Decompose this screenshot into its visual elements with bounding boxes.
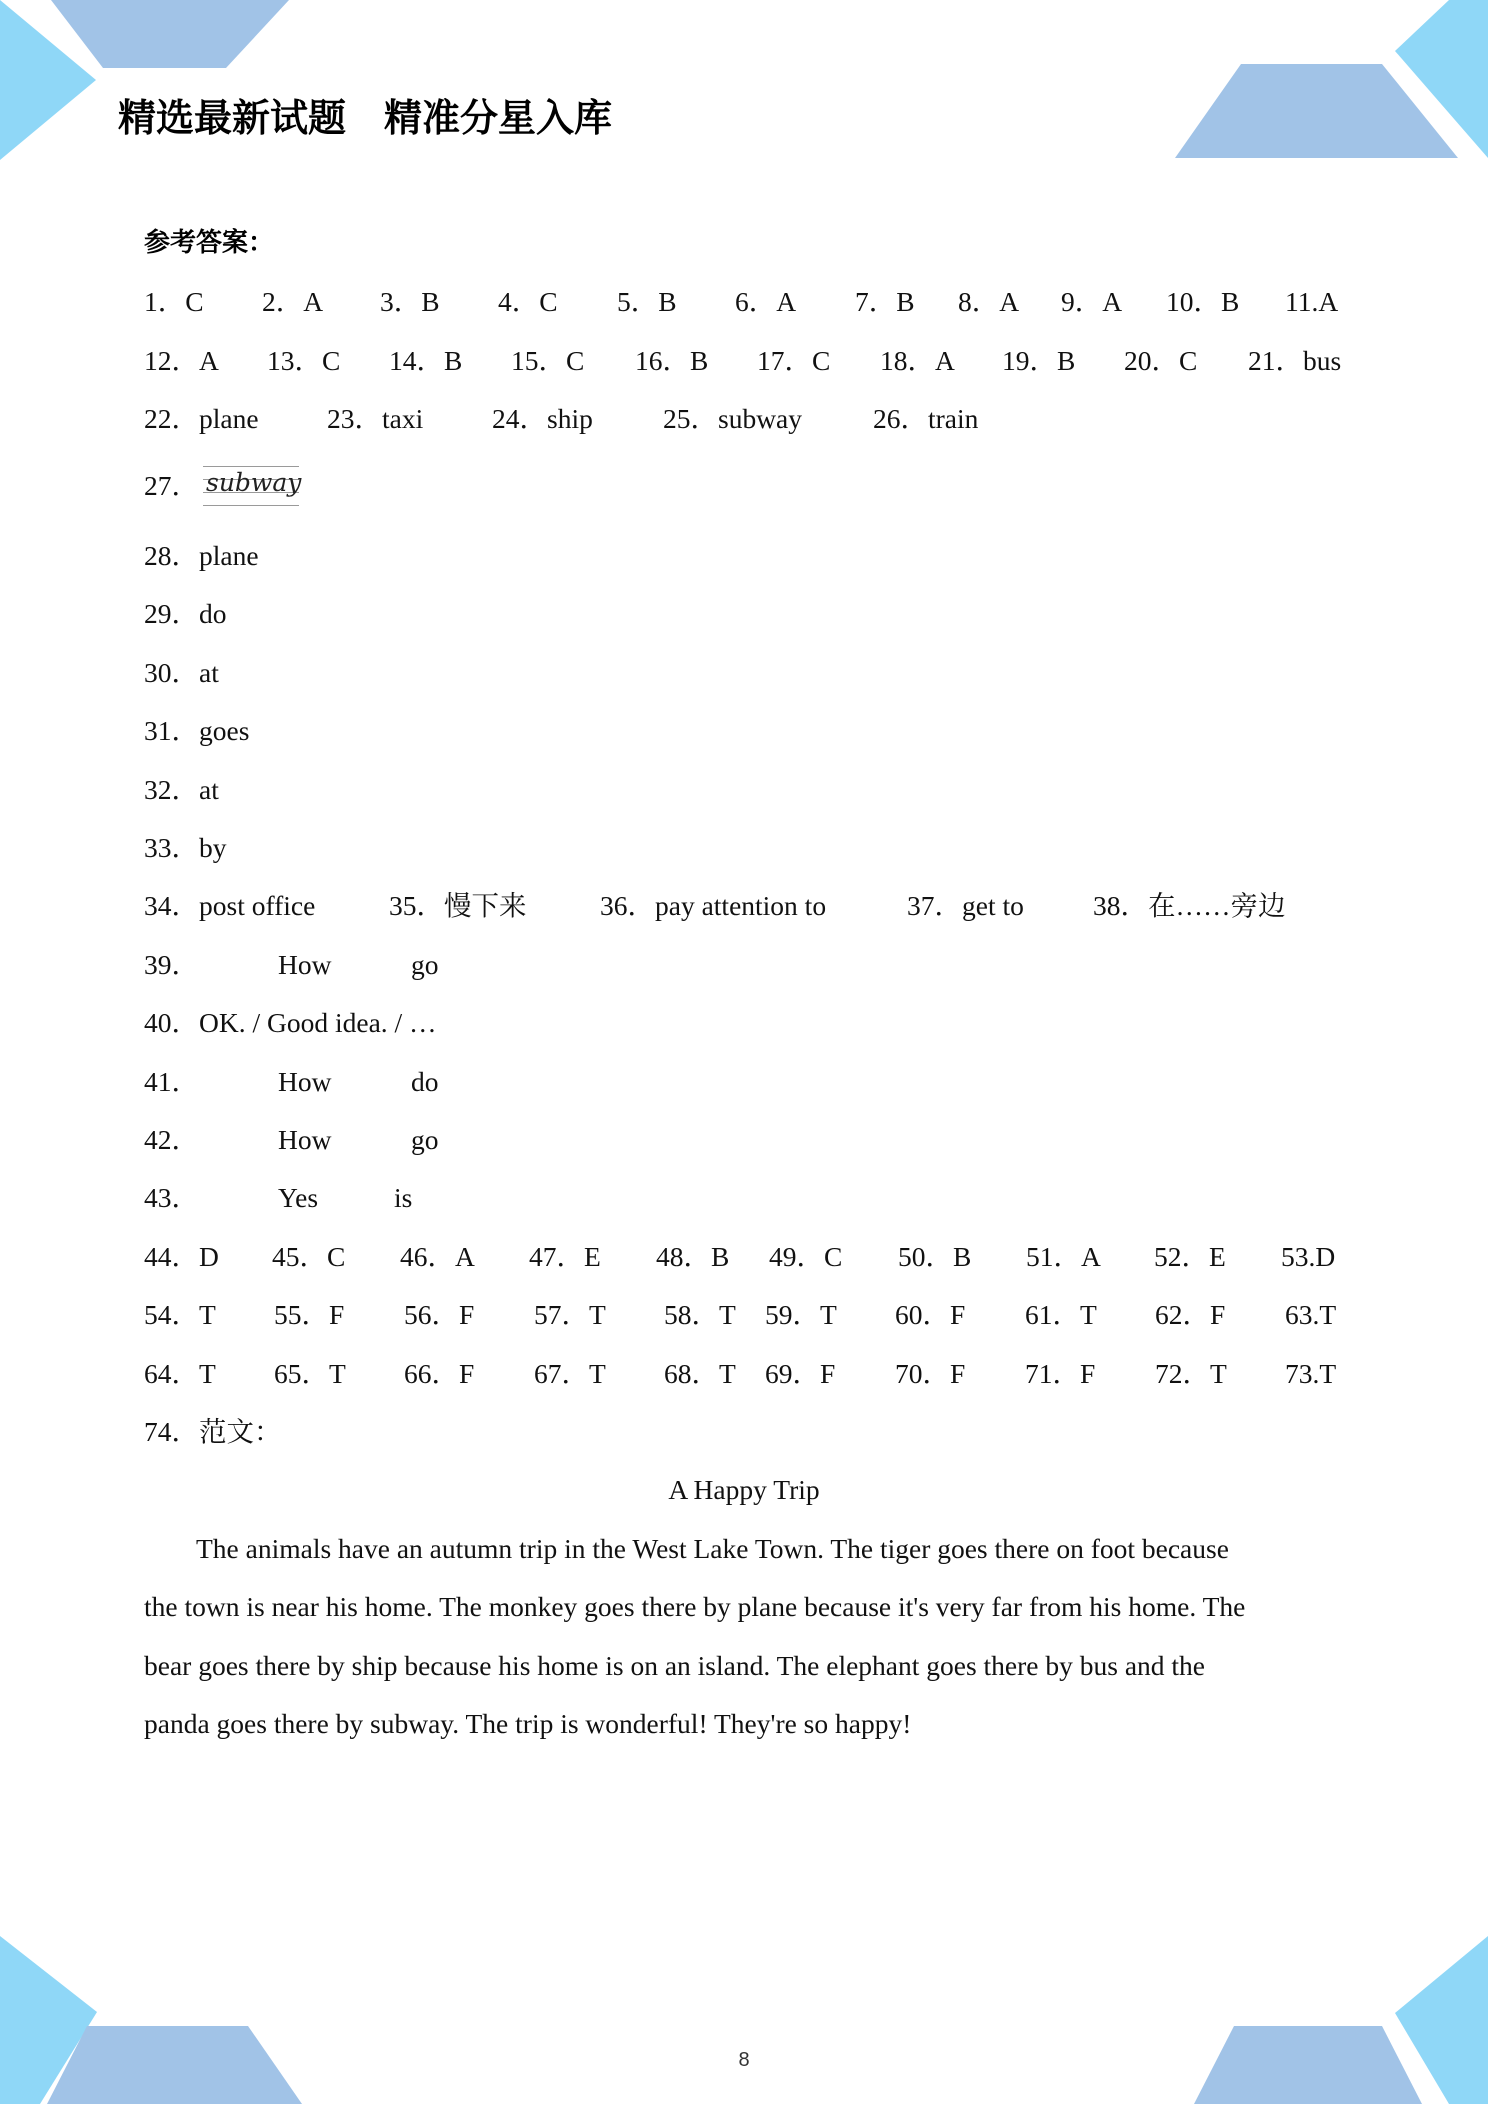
answer-item-69: 69．F [765, 1358, 836, 1389]
corner-trapezoid-top-right [1175, 64, 1458, 158]
answer-item-42-blank-2: go [411, 1124, 439, 1155]
answer-row-41 [0, 1062, 1488, 1102]
four-line-rule [203, 505, 299, 506]
answer-row-29 [0, 594, 1488, 634]
answer-item-58: 58．T [664, 1299, 736, 1330]
answer-row-33 [0, 828, 1488, 868]
answer-item-6: 6．A [735, 286, 797, 317]
answer-item-60: 60．F [895, 1299, 966, 1330]
answer-item-12: 12．A [144, 345, 219, 376]
answer-item-13: 13．C [267, 345, 341, 376]
answer-item-48: 48．B [656, 1241, 730, 1272]
answer-item-40: 40．OK. / Good idea. / … [144, 1007, 437, 1038]
essay-line-2: the town is near his home. The monkey goes there by plane because it's very far from his home. The [144, 1591, 1246, 1622]
answer-item-36: 36．pay attention to [600, 890, 827, 921]
answer-item-73: 73.T [1285, 1358, 1337, 1389]
answer-item-54: 54．T [144, 1299, 216, 1330]
answer-key-label: 参考答案： [144, 228, 275, 258]
answer-item-43-blank-1: Yes [278, 1182, 319, 1213]
answer-item-26: 26．train [873, 403, 979, 434]
essay-title: A Happy Trip [668, 1474, 820, 1505]
answer-item-10: 10．B [1166, 286, 1240, 317]
answer-item-4: 4．C [498, 286, 558, 317]
answer-item-74: 74．范文： [144, 1416, 282, 1447]
answer-item-3: 3．B [380, 286, 440, 317]
answer-item-22: 22．plane [144, 403, 259, 434]
corner-trapezoid-top-left [51, 0, 289, 68]
answer-item-57: 57．T [534, 1299, 606, 1330]
answer-item-23: 23．taxi [327, 403, 424, 434]
answer-item-30: 30．at [144, 657, 219, 688]
answer-item-51: 51．A [1026, 1241, 1101, 1272]
answer-item-17: 17．C [757, 345, 831, 376]
answer-row-54-63 [0, 1295, 1488, 1335]
answer-item-59: 59．T [765, 1299, 837, 1330]
answer-item-46: 46．A [400, 1241, 475, 1272]
answer-item-28: 28．plane [144, 540, 259, 571]
answer-item-72: 72．T [1155, 1358, 1227, 1389]
answer-item-39-number: 39． [144, 949, 199, 980]
answer-row-43 [0, 1178, 1488, 1218]
answer-item-34: 34．post office [144, 890, 316, 921]
answer-item-9: 9．A [1061, 286, 1123, 317]
answer-item-19: 19．B [1002, 345, 1076, 376]
answer-item-21: 21．bus [1248, 345, 1342, 376]
answer-row-22-26 [0, 399, 1488, 439]
essay-line-3: bear goes there by ship because his home is on an island. The elephant goes there by bus and the [144, 1650, 1206, 1681]
answer-item-65: 65．T [274, 1358, 346, 1389]
answer-item-70: 70．F [895, 1358, 966, 1389]
answer-item-35: 35．慢下来 [389, 890, 527, 921]
answer-row-40 [0, 1003, 1488, 1043]
answer-item-7: 7．B [855, 286, 915, 317]
answer-item-71: 71．F [1025, 1358, 1096, 1389]
answer-item-68: 68．T [664, 1358, 736, 1389]
answer-row-12-21 [0, 341, 1488, 381]
answer-row-28 [0, 536, 1488, 576]
answer-item-42-blank-1: How [278, 1124, 332, 1155]
answer-row-42 [0, 1120, 1488, 1160]
answer-item-25: 25．subway [663, 403, 803, 434]
answer-item-2: 2．A [262, 286, 324, 317]
answer-item-18: 18．A [880, 345, 955, 376]
answer-row-64-73 [0, 1354, 1488, 1394]
answer-item-41-blank-2: do [411, 1066, 439, 1097]
handwriting-four-line-box [203, 466, 302, 506]
answer-row-1-11 [0, 282, 1488, 322]
answer-item-16: 16．B [635, 345, 709, 376]
answer-item-5: 5．B [617, 286, 677, 317]
answer-row-32 [0, 770, 1488, 810]
answer-item-39-blank-1: How [278, 949, 332, 980]
essay-line-4: panda goes there by subway. The trip is wonderful! They're so happy! [144, 1708, 912, 1739]
answer-item-45: 45．C [272, 1241, 346, 1272]
answer-item-27-number: 27． [144, 470, 199, 501]
answer-item-55: 55．F [274, 1299, 345, 1330]
answer-item-62: 62．F [1155, 1299, 1226, 1330]
answer-item-43-number: 43． [144, 1182, 199, 1213]
answer-item-24: 24．ship [492, 403, 593, 434]
answer-item-39-blank-2: go [411, 949, 439, 980]
answer-item-8: 8．A [958, 286, 1020, 317]
answer-item-32: 32．at [144, 774, 219, 805]
answer-item-50: 50．B [898, 1241, 972, 1272]
answer-row-39 [0, 945, 1488, 985]
answer-row-74 [0, 1412, 1488, 1452]
answer-item-29: 29．do [144, 598, 227, 629]
answer-item-44: 44．D [144, 1241, 219, 1272]
answer-item-38: 38．在……旁边 [1093, 890, 1286, 921]
answer-row-44-53 [0, 1237, 1488, 1277]
answer-item-42-number: 42． [144, 1124, 199, 1155]
answer-item-33: 33．by [144, 832, 227, 863]
answer-item-11: 11.A [1285, 286, 1339, 317]
answer-row-34-38 [0, 886, 1488, 926]
answer-item-52: 52．E [1154, 1241, 1226, 1272]
answer-item-37: 37．get to [907, 890, 1024, 921]
handwritten-answer-27: subway [206, 468, 302, 497]
answer-row-30 [0, 653, 1488, 693]
answer-item-41-blank-1: How [278, 1066, 332, 1097]
essay-line-1: The animals have an autumn trip in the West Lake Town. The tiger goes there on foot because [196, 1533, 1229, 1564]
answer-row-31 [0, 711, 1488, 751]
answer-item-14: 14．B [389, 345, 463, 376]
four-line-rule [203, 466, 299, 467]
answer-item-53: 53.D [1281, 1241, 1336, 1272]
answer-item-49: 49．C [769, 1241, 843, 1272]
answer-item-41-number: 41． [144, 1066, 199, 1097]
answer-item-15: 15．C [511, 345, 585, 376]
answer-item-63: 63.T [1285, 1299, 1337, 1330]
answer-item-66: 66．F [404, 1358, 475, 1389]
answer-item-64: 64．T [144, 1358, 216, 1389]
page-number: 8 [738, 2049, 750, 2071]
answer-row-27 [0, 466, 1488, 506]
answer-item-61: 61．T [1025, 1299, 1097, 1330]
answer-item-20: 20．C [1124, 345, 1198, 376]
page-header-title: 精选最新试题 精准分星入库 [118, 96, 613, 140]
answer-item-56: 56．F [404, 1299, 475, 1330]
answer-item-43-blank-2: is [394, 1182, 413, 1213]
answer-item-31: 31．goes [144, 715, 250, 746]
answer-item-47: 47．E [529, 1241, 601, 1272]
answer-item-1: 1．C [144, 286, 204, 317]
answer-item-67: 67．T [534, 1358, 606, 1389]
